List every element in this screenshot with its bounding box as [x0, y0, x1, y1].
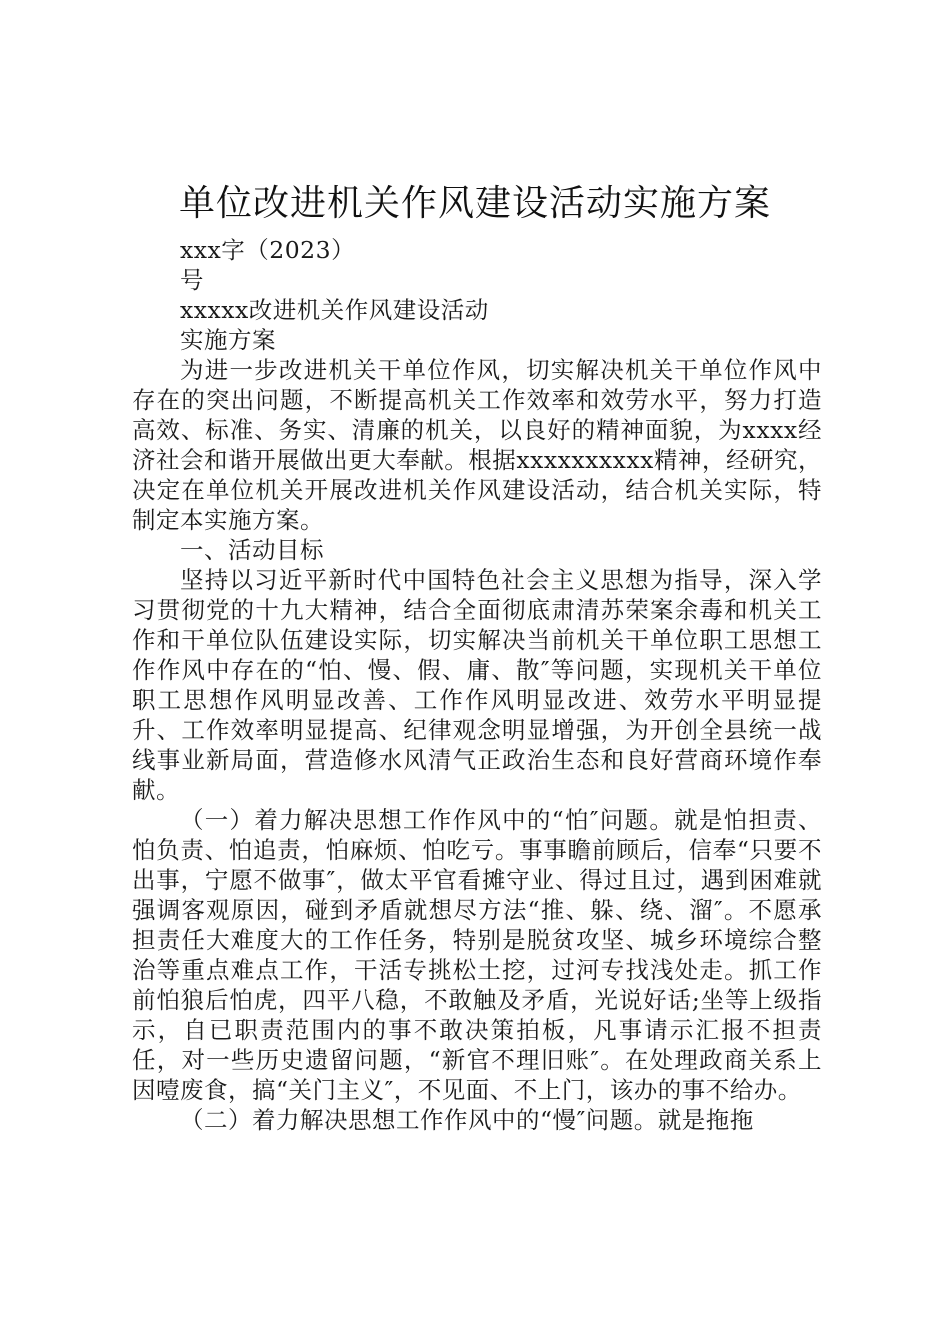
item-two-paragraph: （二）着力解决思想工作作风中的“慢″问题。就是拖拖	[180, 1106, 754, 1134]
item-one-paragraph: （一）着力解决思想工作作风中的“怕″问题。就是怕担责、怕负责、怕追责，怕麻烦、怕吃亏。事事瞻前顾后，信奉“只要不出事，宁愿不做事″，做太平官看摊守业、得过且过，遇到困难就强调客观原因，碰到矛盾就想尽方法“推、躲、绕、溜″。不愿承担责任大难度大的工作任务，特别是脱贫攻坚、城乡环境综合整治等重点难点工作，干活专挑松土挖，过河专找浅处走。抓工作前怕狼后怕虎，四平八稳，不敢触及矛盾，光说好话;坐等上级指示，自已职责范围内的事不敢决策拍板，凡事请示汇报不担责任，对一些历史遗留问题，“新官不理旧账″。在处理政商关系上因噎废食，搞“关门主义″，不见面、不上门，该办的事不给办。	[132, 806, 822, 1104]
doc-number-suffix: 号	[180, 266, 204, 294]
document-body	[132, 235, 822, 1135]
doc-number-line: xxx字（2023）	[180, 236, 356, 264]
intro-paragraph: 为进一步改进机关干单位作风，切实解决机关干单位作风中存在的突出问题，不断提高机关工作效率和效劳水平，努力打造高效、标准、务实、清廉的机关，以良好的精神面貌，为xxxx经济社会和谐开展做出更大奉献。根据xxxxxxxxxx精神，经研究，决定在单位机关开展改进机关作风建设活动，结合机关实际，特制定本实施方案。	[132, 356, 822, 534]
section-heading: 一、活动目标	[180, 536, 324, 564]
subtitle-line-1: xxxxx改进机关作风建设活动	[180, 296, 489, 324]
document-title: 单位改进机关作风建设活动实施方案	[178, 183, 771, 224]
subtitle-line-2: 实施方案	[180, 326, 276, 354]
goal-paragraph: 坚持以习近平新时代中国特色社会主义思想为指导，深入学习贯彻党的十九大精神，结合全面彻底肃清苏荣案余毒和机关工作和干单位队伍建设实际，切实解决当前机关干单位职工思想工作作风中存在的“怕、慢、假、庸、散″等问题，实现机关干单位职工思想作风明显改善、工作作风明显改进、效劳水平明显提升、工作效率明显提高、纪律观念明显增强，为开创全县统一战线事业新局面，营造修水风清气正政治生态和良好营商环境作奉献。	[132, 566, 822, 804]
